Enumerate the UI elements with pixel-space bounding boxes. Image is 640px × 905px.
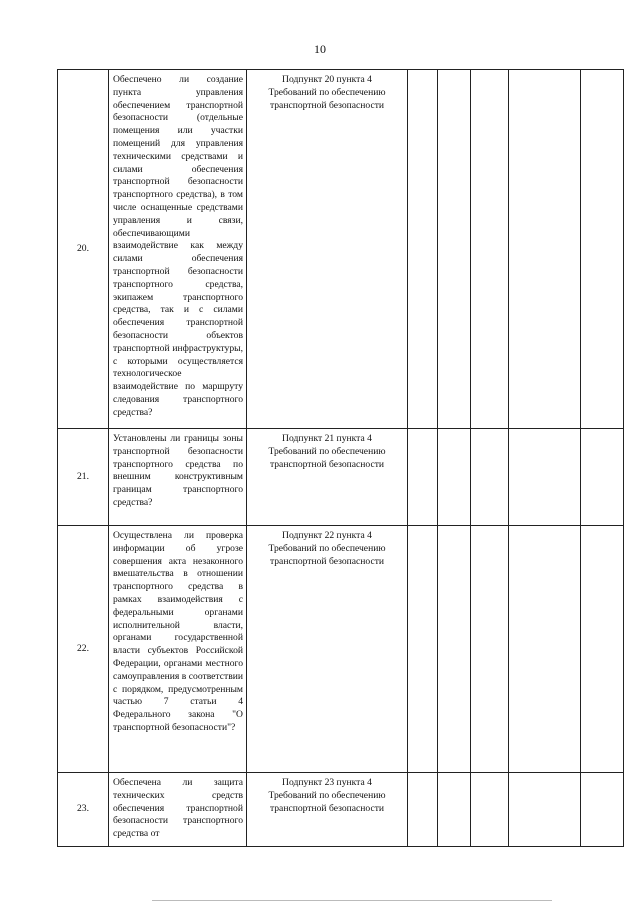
- answer-na-cell: [471, 429, 509, 526]
- requirement-reference: Подпункт 22 пункта 4 Требований по обеспечению транспортной безопасности: [247, 526, 408, 773]
- extra-cell: [581, 526, 624, 773]
- answer-yes-cell: [408, 773, 438, 847]
- answer-na-cell: [471, 526, 509, 773]
- table-row: [58, 526, 624, 773]
- extra-cell: [581, 70, 624, 429]
- answer-yes-cell: [408, 70, 438, 429]
- notes-cell: [509, 70, 581, 429]
- answer-yes-cell: [408, 526, 438, 773]
- table-row: [58, 773, 624, 847]
- requirement-reference: Подпункт 23 пункта 4 Требований по обеспечению транспортной безопасности: [247, 773, 408, 847]
- requirement-question: Осуществлена ли проверка информации об угрозе совершения акта незаконного вмешательства в отношении транспортного средства в рамках взаимодействия с федеральными органами исполнительной власти, органами государственной власти субъектов Российской Федерации, органами местного самоуправления в соответствии с порядком, предусмотренным частью 7 статьи 4 Федерального закона "О транспортной безопасности"?: [109, 526, 247, 773]
- answer-na-cell: [471, 70, 509, 429]
- requirement-reference: Подпункт 20 пункта 4 Требований по обеспечению транспортной безопасности: [247, 70, 408, 429]
- requirement-reference: Подпункт 21 пункта 4 Требований по обеспечению транспортной безопасности: [247, 429, 408, 526]
- requirement-question: Обеспечена ли защита технических средств обеспечения транспортной безопасности транспортного средства от: [109, 773, 247, 847]
- extra-cell: [581, 429, 624, 526]
- notes-cell: [509, 526, 581, 773]
- answer-no-cell: [438, 429, 471, 526]
- notes-cell: [509, 773, 581, 847]
- notes-cell: [509, 429, 581, 526]
- answer-no-cell: [438, 526, 471, 773]
- table-row: [58, 429, 624, 526]
- requirement-question: Установлены ли границы зоны транспортной безопасности транспортного средства по внешним конструктивным границам транспортного средства?: [109, 429, 247, 526]
- row-number: 21.: [58, 429, 109, 526]
- answer-yes-cell: [408, 429, 438, 526]
- table-row: [58, 70, 624, 429]
- row-number: 22.: [58, 526, 109, 773]
- requirement-question: Обеспечено ли создание пункта управления обеспечением транспортной безопасности (отдельные помещения или участки помещений для управления техническими средствами и силами обеспечения транспортной безопасности транспортного средства), в том числе оснащенные средствами управления и связи, обеспечивающими взаимодействие как между силами обеспечения транспортной безопасности транспортного средства, экипажем транспортного средства, так и с силами обеспечения транспортной безопасности объектов транспортной инфраструктуры, с которыми осуществляется технологическое взаимодействие по маршруту следования транспортного средства?: [109, 70, 247, 429]
- answer-no-cell: [438, 773, 471, 847]
- checklist-table: [57, 69, 624, 847]
- scan-edge-line: [152, 900, 552, 901]
- row-number: 23.: [58, 773, 109, 847]
- extra-cell: [581, 773, 624, 847]
- row-number: 20.: [58, 70, 109, 429]
- answer-no-cell: [438, 70, 471, 429]
- answer-na-cell: [471, 773, 509, 847]
- page-number: 10: [314, 42, 326, 56]
